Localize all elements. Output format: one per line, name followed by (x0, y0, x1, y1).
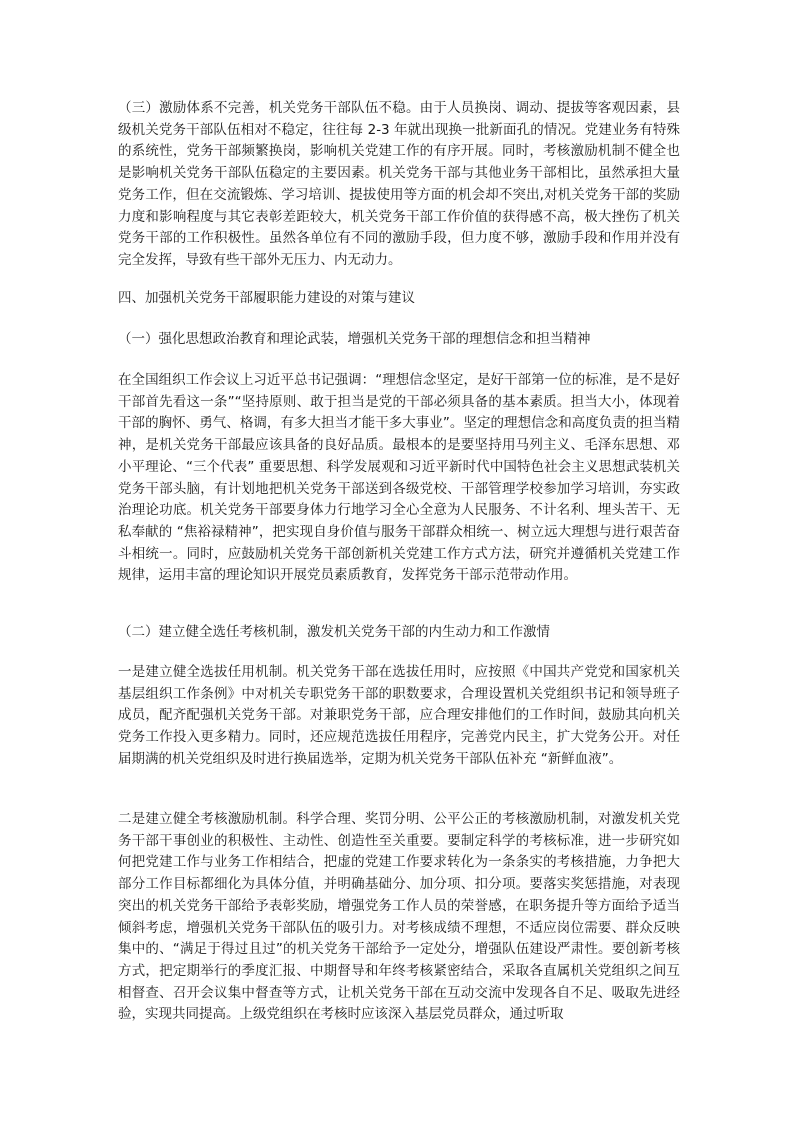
subsection-heading-one: （一）强化思想政治教育和理论武装，增强机关党务干部的理想信念和担当精神 (118, 331, 591, 347)
subsection-heading-two: （二）建立健全选任考核机制，激发机关党务干部的内生动力和工作激情 (118, 624, 550, 640)
paragraph-selection-mechanism: 一是建立健全选拔任用机制。机关党务干部在选拔任用时，应按照《中国共产党党和国家机关基层组织工作条例》中对机关专职党务干部的职数要求，合理设置机关党组织书记和领导班子成员，配齐配强机关党务干部。对兼职党务干部，应合理安排他们的工作时间，鼓励其向机关党务工作投入更多精力。同时，还应规范选拔任用程序，完善党内民主，扩大党务公开。对任届期满的机关党组织及时进行换届选举，定期为机关党务干部队伍补充 “新鲜血液”。 (118, 664, 680, 767)
section-heading-four: 四、加强机关党务干部履职能力建设的对策与建议 (118, 290, 415, 306)
paragraph-incentive-system: （三）激励体系不完善，机关党务干部队伍不稳。由于人员换岗、调动、提拔等客观因素，县级机关党务干部队伍相对不稳定，往往每 2-3 年就出现换一批新面孔的情况。党建业务有特殊的系统性，党务干部频繁换岗，影响机关党建工作的有序开展。同时，考核激励机制不健全也是影响机关党务干部队伍稳定的主要因素。机关党务干部与其他业务干部相比，虽然承担大量党务工作，但在交流锻炼、学习培训、提拔使用等方面的机会却不突出,对机关党务干部的奖励力度和影响程度与其它表彰差距较大，机关党务干部工作价值的获得感不高，极大挫伤了机关党务干部的工作积极性。虽然各单位有不同的激励手段，但力度不够，激励手段和作用并没有完全发挥，导致有些干部外无压力、内无动力。 (118, 100, 680, 268)
paragraph-assessment-mechanism: 二是建立健全考核激励机制。科学合理、奖罚分明、公平公正的考核激励机制，对激发机关党务干部干事创业的积极性、主动性、创造性至关重要。要制定科学的考核标准，进一步研究如何把党建工作与业务工作相结合，把虚的党建工作要求转化为一条条实的考核措施，力争把大部分工作目标都细化为具体分值，并明确基础分、加分项、扣分项。要落实奖惩措施，对表现突出的机关党务干部给予表彰奖励，增强党务工作人员的荣誉感，在职务提升等方面给予适当倾斜考虑，增强机关党务干部队伍的吸引力。对考核成绩不理想，不适应岗位需要、群众反映集中的、“满足于得过且过”的机关党务干部给予一定处分，增强队伍建设严肃性。要创新考核方式，把定期举行的季度汇报、中期督导和年终考核紧密结合，采取各直属机关党组织之间互相督查、召开会议集中督查等方式，让机关党务干部在互动交流中发现各自不足、吸取先进经验，实现共同提高。上级党组织在考核时应该深入基层党员群众，通过听取 (118, 811, 680, 1023)
paragraph-ideals-and-beliefs: 在全国组织工作会议上习近平总书记强调：“理想信念坚定，是好干部第一位的标准，是不是好干部首先看这一条”“坚持原则、敢于担当是党的干部必须具备的基本素质。担当大小，体现着干部的胸怀、勇气、格调，有多大担当才能干多大事业”。坚定的理想信念和高度负责的担当精神，是机关党务干部最应该具备的良好品质。最根本的是要坚持用马列主义、毛泽东思想、邓小平理论、“三个代表” 重要思想、科学发展观和习近平新时代中国特色社会主义思想武装机关党务干部头脑，有计划地把机关党务干部送到各级党校、干部管理学校参加学习培训，夯实政治理论功底。机关党务干部要身体力行地学习全心全意为人民服务、不计名利、埋头苦干、无私奉献的 “焦裕禄精神”，把实现自身价值与服务干部群众相统一、树立远大理想与进行艰苦奋斗相统一。同时，应鼓励机关党务干部创新机关党建工作方式方法，研究并遵循机关党建工作规律，运用丰富的理论知识开展党员素质教育，发挥党务干部示范带动作用。 (118, 372, 680, 584)
